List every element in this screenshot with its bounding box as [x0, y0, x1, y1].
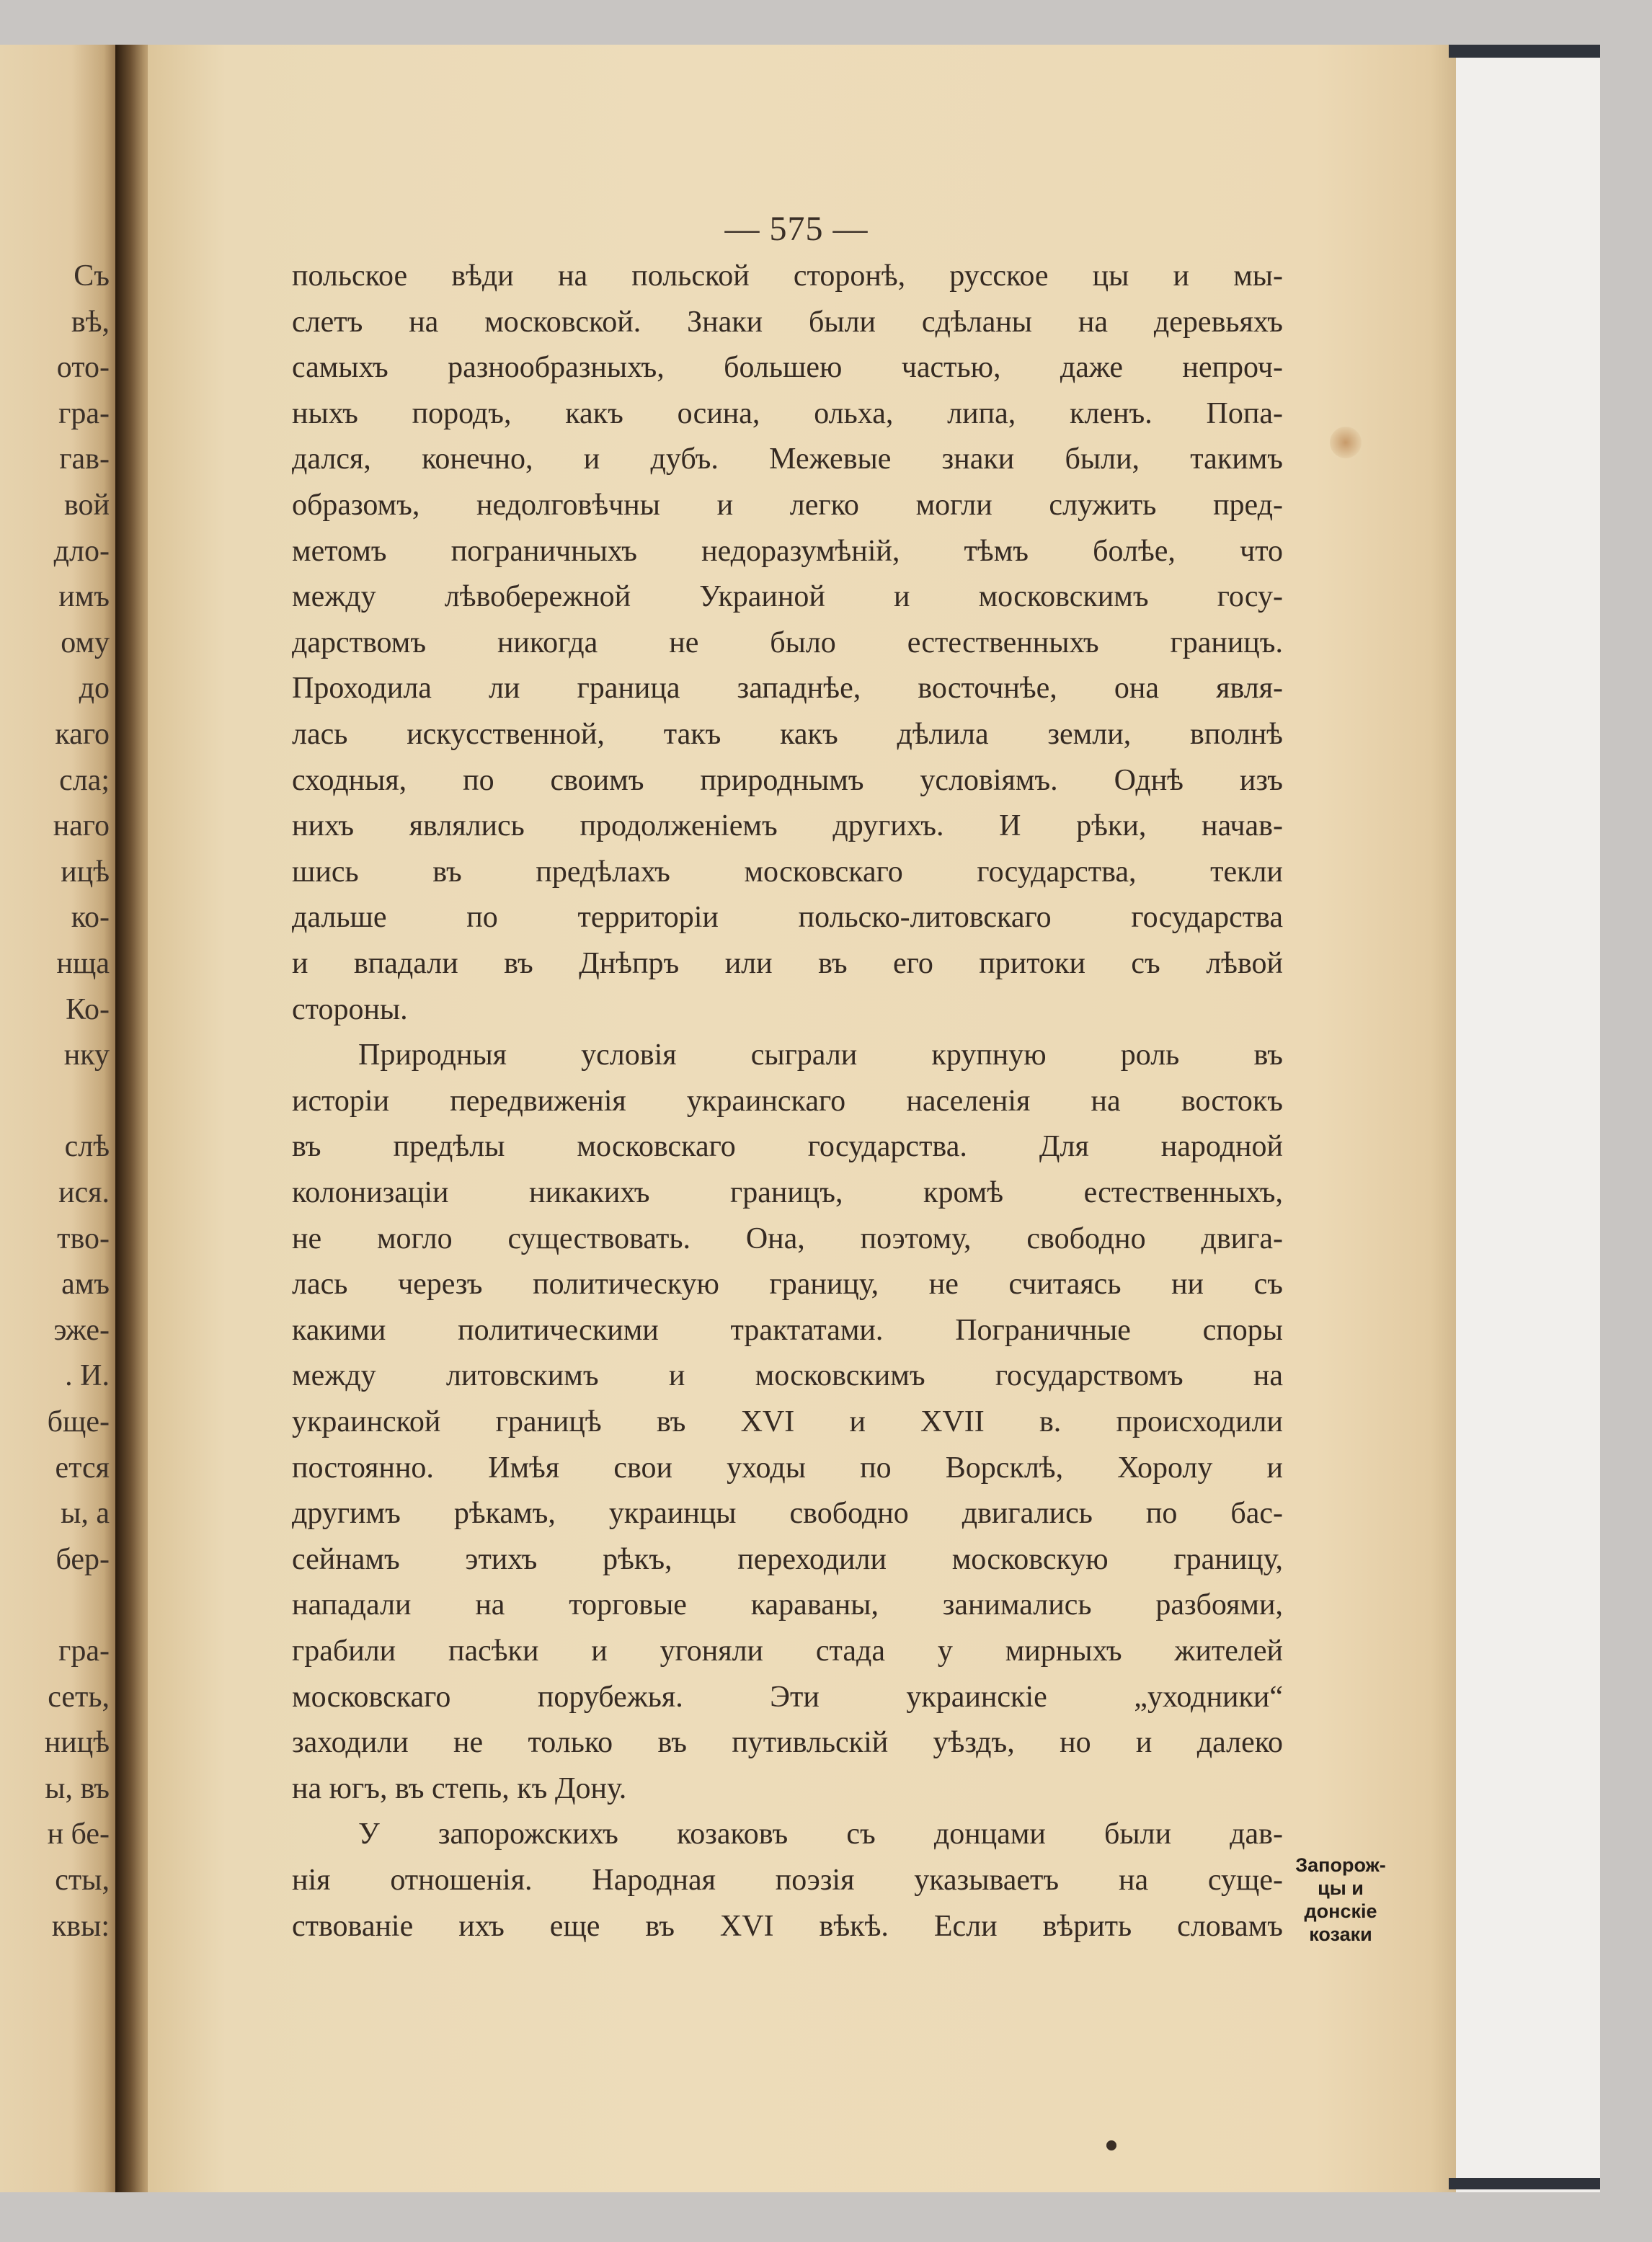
book-cover-edge	[1456, 45, 1600, 2192]
text-line: Проходила ли граница западнѣе, восточнѣе, она явля-	[292, 672, 1283, 706]
left-page-line-fragment: . И.	[65, 1359, 110, 1393]
right-page	[148, 45, 1445, 2192]
left-page-line-fragment: вой	[63, 489, 110, 522]
left-page-line-fragment: вѣ,	[71, 305, 110, 339]
paper-stain	[1330, 427, 1362, 458]
left-page-line-fragment: н бе-	[47, 1818, 110, 1851]
left-page-line-fragment: квы:	[51, 1909, 110, 1943]
text-line: другимъ рѣкамъ, украинцы свободно двигались по бас-	[292, 1497, 1283, 1531]
margin-note-line: козаки	[1309, 1923, 1372, 1945]
left-page-line-fragment: ицѣ	[61, 855, 110, 889]
left-page	[0, 45, 130, 2192]
left-page-line-fragment: Съ	[74, 259, 110, 293]
margin-note-line: донскіе	[1304, 1900, 1377, 1922]
text-line: Природныя условія сыграли крупную роль въ	[358, 1038, 1283, 1072]
text-line: грабили пасѣки и угоняли стада у мирныхъ жителей	[292, 1634, 1283, 1668]
margin-note-line: цы и	[1318, 1877, 1364, 1899]
text-line: сходныя, по своимъ природнымъ условіямъ. Однѣ изъ	[292, 763, 1283, 797]
text-line: самыхъ разнообразныхъ, большею частью, даже непроч-	[292, 351, 1283, 385]
text-line: дарствомъ никогда не было естественныхъ границъ.	[292, 626, 1283, 659]
left-page-line-fragment: нку	[63, 1038, 110, 1072]
left-page-line-fragment: ото-	[56, 351, 110, 385]
left-page-line-fragment: ницѣ	[44, 1726, 110, 1760]
left-page-line-fragment: дло-	[53, 534, 110, 568]
text-line: постоянно. Имѣя свои уходы по Ворсклѣ, Хоролу и	[292, 1451, 1283, 1485]
left-page-line-fragment: ко-	[71, 901, 110, 935]
paper-speck	[1106, 2140, 1116, 2150]
text-line: между литовскимъ и московскимъ государствомъ на	[292, 1359, 1283, 1393]
left-page-line-fragment: гра-	[58, 1634, 110, 1668]
left-page-line-fragment: сеть,	[48, 1680, 110, 1714]
text-line: нападали на торговые караваны, занимались разбоями,	[292, 1588, 1283, 1622]
text-line: между лѣвобережной Украиной и московскимъ госу-	[292, 580, 1283, 614]
cover-top-band	[1449, 45, 1600, 58]
left-page-line-fragment: тво-	[57, 1222, 110, 1255]
text-line: лась искусственной, такъ какъ дѣлила земли, вполнѣ	[292, 718, 1283, 751]
text-line: нихъ являлись продолженіемъ другихъ. И рѣки, начав-	[292, 809, 1283, 843]
text-line: дальше по территоріи польско-литовскаго государства	[292, 901, 1283, 935]
page-edge	[1431, 45, 1460, 2192]
left-page-line-fragment: эже-	[53, 1313, 110, 1347]
left-page-line-fragment: наго	[53, 809, 110, 843]
cover-bottom-band	[1449, 2178, 1600, 2189]
text-line: слетъ на московской. Знаки были сдѣланы на деревьяхъ	[292, 305, 1283, 339]
text-line: У запорожскихъ козаковъ съ донцами были дав-	[358, 1818, 1283, 1851]
left-page-line-fragment: бще-	[47, 1405, 110, 1438]
text-line: метомъ пограничныхъ недоразумѣній, тѣмъ болѣе, что	[292, 534, 1283, 568]
text-line: заходили не только въ путивльскій уѣздъ, но и далеко	[292, 1726, 1283, 1760]
text-line: колонизаціи никакихъ границъ, кромѣ естественныхъ,	[292, 1176, 1283, 1209]
text-line: исторіи передвиженія украинскаго населенія на востокъ	[292, 1084, 1283, 1118]
margin-note	[1294, 1854, 1387, 1946]
text-line: сейнамъ этихъ рѣкъ, переходили московскую границу,	[292, 1542, 1283, 1576]
left-page-line-fragment: ется	[55, 1451, 110, 1485]
text-line: на югъ, въ степь, къ Дону.	[292, 1771, 627, 1805]
left-page-line-fragment: нща	[56, 947, 110, 980]
text-line: украинской границѣ въ XVI и XVII в. происходили	[292, 1405, 1283, 1438]
left-page-line-fragment: ы, а	[61, 1497, 110, 1531]
left-page-line-fragment: имъ	[58, 580, 110, 614]
left-page-line-fragment: каго	[55, 718, 110, 751]
page-number: — 575 —	[724, 210, 869, 248]
text-line: московскаго порубежья. Эти украинскіе „уходники“	[292, 1680, 1283, 1714]
text-line: ствованіе ихъ еще въ XVI вѣкѣ. Если вѣрить словамъ	[292, 1909, 1283, 1943]
text-line: какими политическими трактатами. Пограничные споры	[292, 1313, 1283, 1347]
left-page-line-fragment: сты,	[55, 1864, 110, 1897]
left-page-line-fragment: бер-	[55, 1542, 110, 1576]
text-line: и впадали въ Днѣпръ или въ его притоки съ лѣвой	[292, 947, 1283, 980]
left-page-line-fragment: Ко-	[66, 992, 110, 1026]
left-page-text-fragments	[0, 45, 110, 2192]
left-page-line-fragment: ому	[61, 626, 110, 659]
text-line: лась черезъ политическую границу, не считаясь ни съ	[292, 1268, 1283, 1302]
text-line: шись въ предѣлахъ московскаго государства, текли	[292, 855, 1283, 889]
text-line: дался, конечно, и дубъ. Межевые знаки были, такимъ	[292, 442, 1283, 476]
text-line: польское вѣди на польской сторонѣ, русское цы и мы-	[292, 259, 1283, 293]
margin-note-line: Запорож-	[1295, 1854, 1386, 1876]
left-page-line-fragment: слѣ	[64, 1130, 110, 1164]
left-page-line-fragment: до	[79, 672, 110, 706]
text-line: стороны.	[292, 992, 408, 1026]
text-line: въ предѣлы московскаго государства. Для народной	[292, 1130, 1283, 1164]
left-page-line-fragment: амъ	[61, 1268, 110, 1302]
left-page-line-fragment: ися.	[58, 1176, 110, 1209]
text-line: образомъ, недолговѣчны и легко могли служить пред-	[292, 489, 1283, 522]
left-page-line-fragment: сла;	[59, 763, 110, 797]
left-page-line-fragment: ы, въ	[45, 1771, 110, 1805]
text-line: ныхъ породъ, какъ осина, ольха, липа, кленъ. Попа-	[292, 396, 1283, 430]
text-line: не могло существовать. Она, поэтому, свободно двига-	[292, 1222, 1283, 1255]
text-line: нія отношенія. Народная поэзія указываетъ на суще-	[292, 1864, 1283, 1897]
left-page-line-fragment: гра-	[58, 396, 110, 430]
left-page-line-fragment: гав-	[59, 442, 110, 476]
